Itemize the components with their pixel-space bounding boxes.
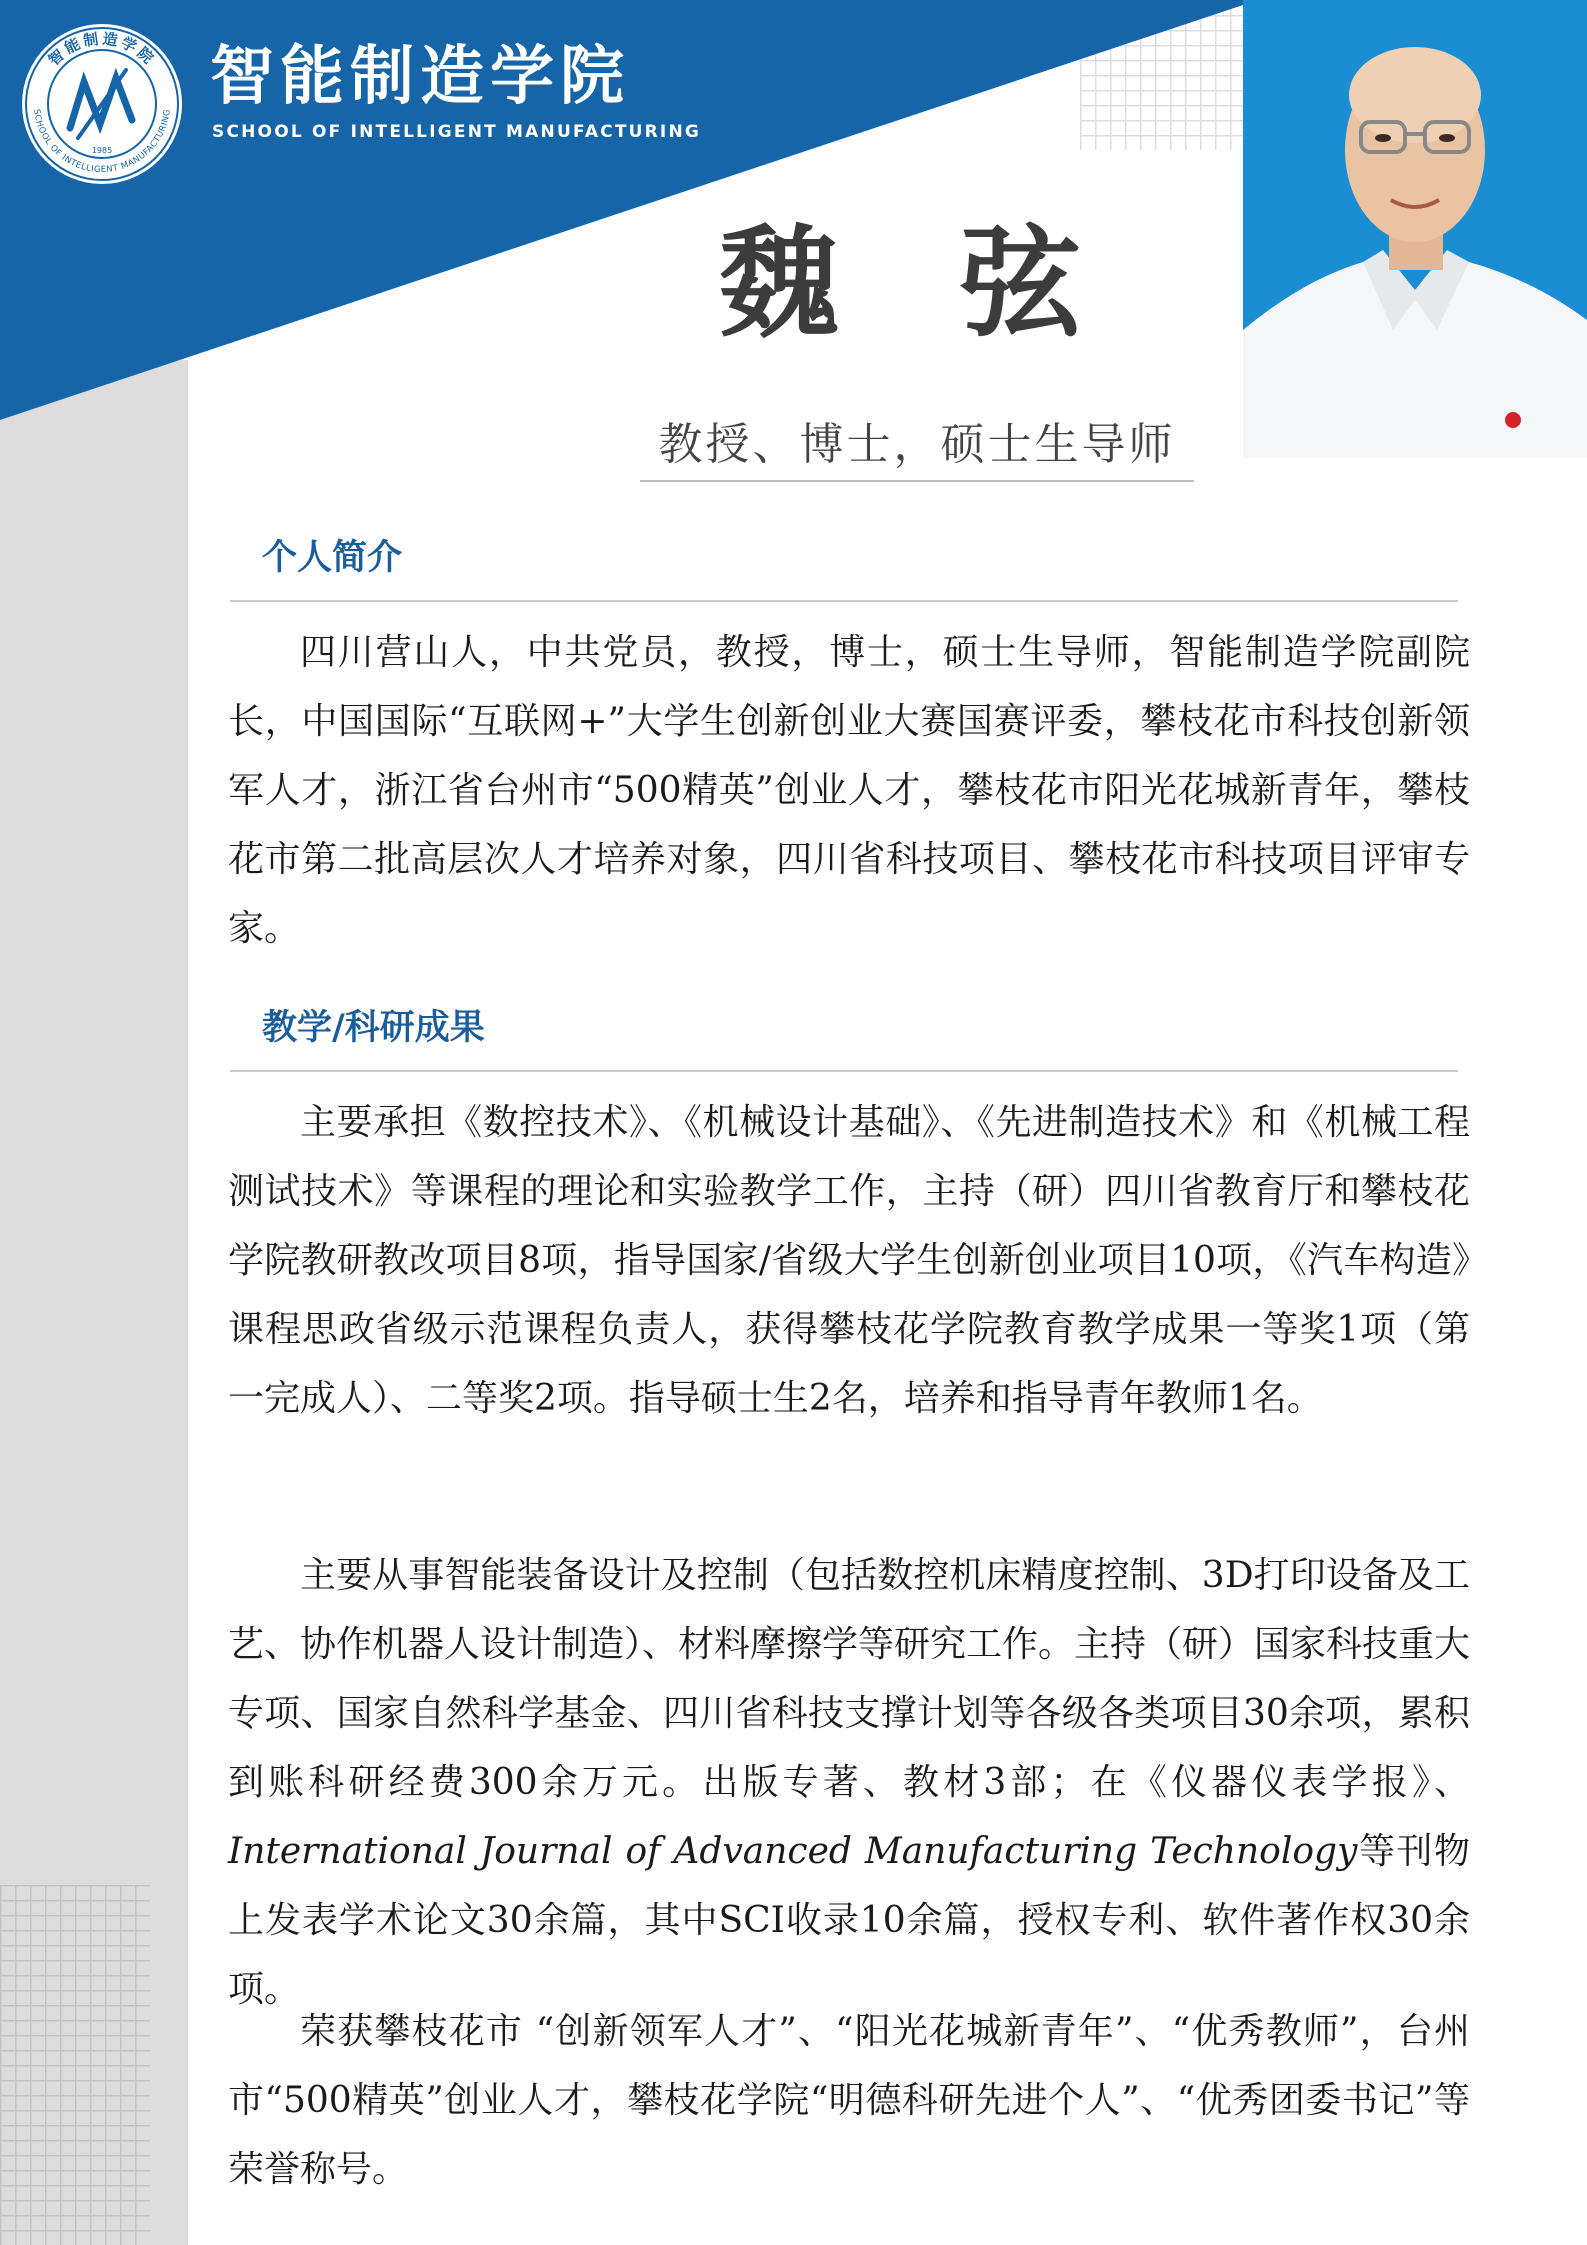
school-name-cn: 智能制造学院 [210, 40, 630, 114]
grid-pattern-bottom [0, 1885, 150, 2245]
research-text-a: 主要从事智能装备设计及控制（包括数控机床精度控制、3D打印设备及工艺、协作机器人设计制造）、材料摩擦学等研究工作。主持（研）国家科技重大专项、国家自然科学基金、四川省科技支撑计划等各级各类项目30余项，累积到账科研经费300余万元。出版专著、教材3部；在《仪器仪表学报》、 [228, 1555, 1471, 1803]
person-title: 教授、博士，硕士生导师 [658, 419, 1176, 470]
school-name-en: SCHOOL OF INTELLIGENT MANUFACTURING [212, 122, 702, 142]
party-badge-icon [1505, 412, 1521, 428]
honors-paragraph: 荣获攀枝花市 “创新领军人才”、“阳光花城新青年”、“优秀教师”，台州市“500精英”创业人才，攀枝花学院“明德科研先进个人”、“优秀团委书记”等荣誉称号。 [228, 2011, 1470, 2190]
title-divider [640, 480, 1194, 482]
section-heading-achievements: 教学/科研成果 [262, 1008, 485, 1048]
section-heading-intro: 个人简介 [262, 538, 403, 578]
teaching-paragraph: 主要承担《数控技术》、《机械设计基础》、《先进制造技术》和《机械工程测试技术》等课程的理论和实验教学工作，主持（研）四川省教育厅和攀枝花学院教研教改项目8项，指导国家/省级大学生创新创业项目10项，《汽车构造》课程思政省级示范课程负责人，获得攀枝花学院教育教学成果一等奖1项（第一完成人）、二等奖2项。指导硕士生2名，培养和指导青年教师1名。 [228, 1102, 1470, 1419]
journal-name: International Journal of Advanced Manufacturing Technology [228, 1831, 1358, 1872]
section-divider-achievements [230, 1070, 1458, 1072]
school-logo [18, 20, 186, 188]
portrait-photo [1243, 0, 1587, 458]
research-text-b: 等刊物上发表学术论文30余篇，其中SCI收录10余篇，授权专利、软件著作权30余项。 [228, 1831, 1470, 2010]
section-divider-intro [230, 600, 1458, 602]
logo-ring-bottom-text: SCHOOL OF INTELLIGENT MANUFACTURING [31, 108, 173, 176]
research-paragraph [228, 1541, 1470, 2024]
logo-year: 1985 [91, 146, 113, 155]
person-name: 魏 弦 [719, 215, 1121, 354]
logo-ring-top-text: 智能制造学院 [44, 29, 160, 70]
intro-paragraph: 四川营山人，中共党员，教授，博士，硕士生导师，智能制造学院副院长，中国国际“互联网+”大学生创新创业大赛国赛评委，攀枝花市科技创新领军人才，浙江省台州市“500精英”创业人才，攀枝花市阳光花城新青年，攀枝花市第二批高层次人才培养对象，四川省科技项目、攀枝花市科技项目评审专家。 [228, 632, 1470, 949]
